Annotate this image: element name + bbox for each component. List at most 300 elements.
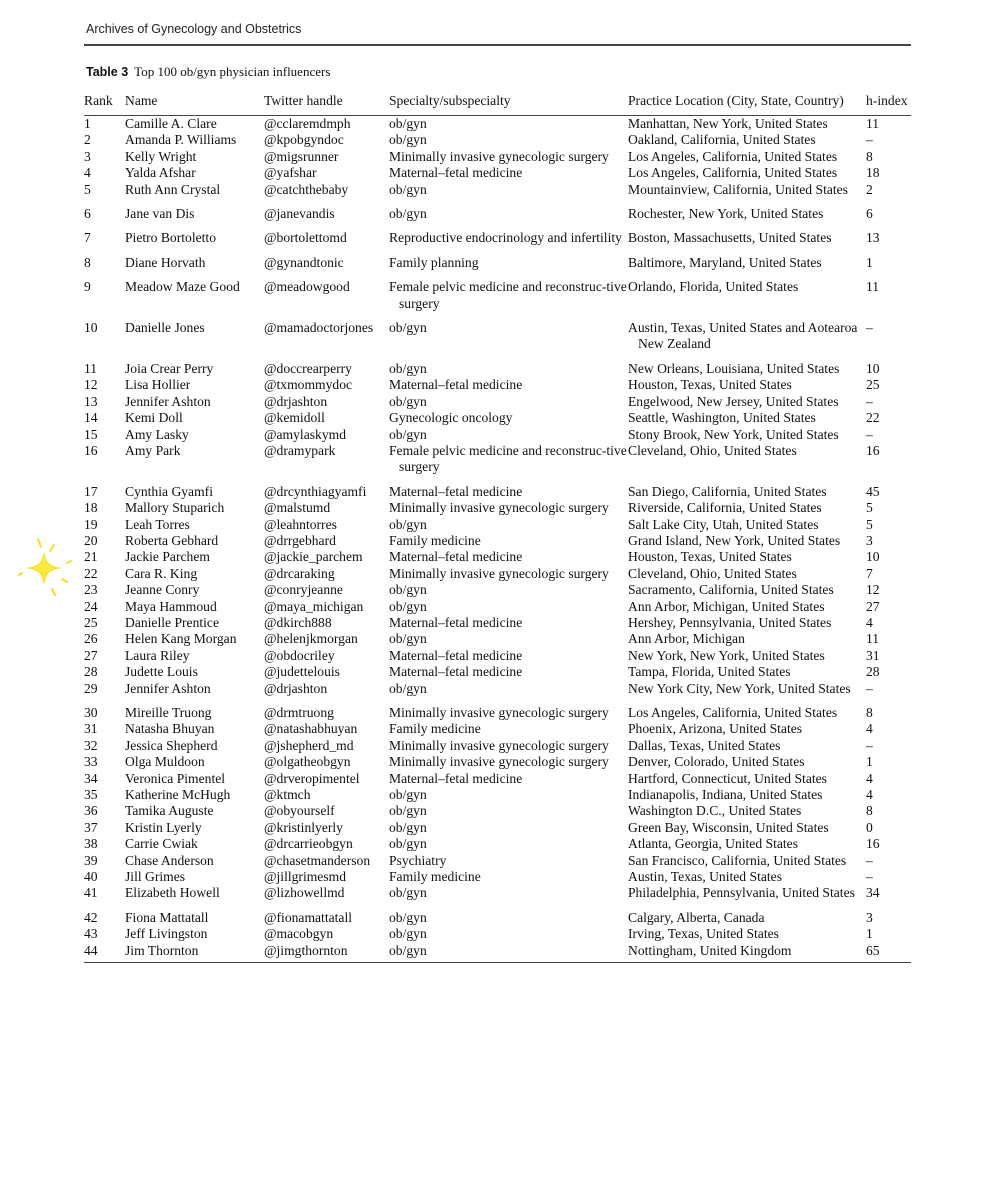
cell-rank: 29: [84, 680, 98, 696]
cell-twitter-handle: @macobgyn: [264, 926, 334, 942]
cell-twitter-handle: @janevandis: [264, 206, 335, 222]
row-spacer: [84, 247, 911, 255]
cell-rank: 13: [84, 393, 98, 409]
cell-twitter-handle: @kpobgyndoc: [264, 132, 344, 148]
cell-location: Atlanta, Georgia, United States: [628, 836, 799, 852]
cell-twitter-handle: @dramypark: [264, 442, 336, 458]
cell-twitter-handle: @kemidoll: [264, 410, 325, 426]
row-spacer: [84, 271, 911, 279]
cell-h-index: 27: [866, 598, 880, 614]
cell-specialty: Minimally invasive gynecologic surgery: [389, 737, 609, 753]
table-row: [84, 705, 911, 721]
cell-twitter-handle: @olgatheobgyn: [264, 754, 351, 770]
cell-name: Amanda P. Williams: [125, 132, 237, 148]
row-spacer: [84, 697, 911, 705]
cell-specialty: ob/gyn: [389, 360, 427, 376]
table-row: [84, 803, 911, 819]
cell-h-index: –: [866, 869, 873, 885]
cell-rank: 8: [84, 254, 91, 270]
table-row: [84, 517, 911, 533]
cell-name: Kristin Lyerly: [125, 819, 202, 835]
cell-name: Judette Louis: [125, 664, 198, 680]
table-row: [84, 681, 911, 697]
table-row: [84, 361, 911, 377]
table-row: [84, 230, 911, 246]
cell-location: Austin, Texas, United States: [628, 869, 782, 885]
cell-specialty: Gynecologic oncology: [389, 410, 513, 426]
cell-specialty: Maternal–fetal medicine: [389, 549, 523, 565]
cell-h-index: 5: [866, 516, 873, 532]
table-row: [84, 410, 911, 426]
cell-name: Jeanne Conry: [125, 582, 200, 598]
cell-location: Los Angeles, California, United States: [628, 148, 838, 164]
cell-specialty: ob/gyn: [389, 320, 427, 336]
cell-specialty: ob/gyn: [389, 885, 427, 901]
cell-location: Seattle, Washington, United States: [628, 410, 816, 426]
cell-name: Cynthia Gyamfi: [125, 483, 213, 499]
cell-rank: 36: [84, 803, 98, 819]
cell-name: Ruth Ann Crystal: [125, 181, 221, 197]
cell-location: New York City, New York, United States: [628, 680, 851, 696]
cell-rank: 20: [84, 532, 98, 548]
cell-location: Green Bay, Wisconsin, United States: [628, 819, 829, 835]
cell-twitter-handle: @jimgthornton: [264, 943, 389, 963]
cell-h-index: –: [866, 132, 873, 148]
table-header-row: [84, 88, 911, 116]
table-row: [84, 664, 911, 680]
cell-location: Hartford, Connecticut, United States: [628, 770, 827, 786]
cell-name: Tamika Auguste: [125, 803, 214, 819]
table-label: Table 3: [86, 65, 129, 79]
cell-location: Stony Brook, New York, United States: [628, 426, 839, 442]
table-row: [84, 943, 911, 963]
cell-h-index: 4: [866, 787, 873, 803]
cell-location: Ann Arbor, Michigan, United States: [628, 598, 825, 614]
cell-name: Maya Hammoud: [125, 598, 217, 614]
cell-twitter-handle: @maya_michigan: [264, 598, 364, 614]
cell-h-index: 3: [866, 909, 873, 925]
cell-name: Veronica Pimentel: [125, 770, 226, 786]
cell-h-index: 11: [866, 631, 880, 647]
cell-specialty: Maternal–fetal medicine: [389, 664, 523, 680]
cell-rank: 33: [84, 754, 98, 770]
cell-specialty: ob/gyn: [389, 803, 427, 819]
column-header-specialty: Specialty/subspecialty: [389, 88, 628, 116]
cell-rank: 15: [84, 426, 98, 442]
table-row: [84, 721, 911, 737]
cell-rank: 4: [84, 165, 91, 181]
row-spacer: [84, 476, 911, 484]
cell-twitter-handle: @helenjkmorgan: [264, 631, 358, 647]
cell-location: Mountainview, California, United States: [628, 181, 848, 197]
cell-location: Rochester, New York, United States: [628, 206, 824, 222]
cell-h-index: 4: [866, 614, 873, 630]
cell-location: Houston, Texas, United States: [628, 377, 792, 393]
cell-rank: 31: [84, 721, 98, 737]
table-row: [84, 771, 911, 787]
cell-specialty: Minimally invasive gynecologic surgery: [389, 148, 609, 164]
cell-h-index: 4: [866, 721, 873, 737]
table-row: [84, 165, 911, 181]
cell-specialty: ob/gyn: [389, 680, 427, 696]
cell-twitter-handle: @obdocriley: [264, 647, 335, 663]
row-spacer: [84, 198, 911, 206]
cell-h-index: 45: [866, 483, 880, 499]
cell-specialty: Minimally invasive gynecologic surgery: [389, 565, 609, 581]
cell-specialty: Maternal–fetal medicine: [389, 770, 523, 786]
cell-name: Natasha Bhuyan: [125, 721, 215, 737]
cell-specialty: ob/gyn: [389, 787, 427, 803]
cell-name: Olga Muldoon: [125, 754, 205, 770]
cell-twitter-handle: @drjashton: [264, 393, 328, 409]
cell-twitter-handle: @yafshar: [264, 165, 317, 181]
table-row: [84, 394, 911, 410]
cell-location: San Francisco, California, United States: [628, 852, 847, 868]
cell-name: Pietro Bortoletto: [125, 230, 216, 246]
cell-h-index: 28: [866, 664, 880, 680]
cell-twitter-handle: @amylaskymd: [264, 426, 346, 442]
cell-name: Jackie Parchem: [125, 549, 210, 565]
cell-h-index: 7: [866, 565, 873, 581]
cell-rank: 40: [84, 869, 98, 885]
cell-twitter-handle: @drjashton: [264, 680, 328, 696]
cell-h-index: 4: [866, 770, 873, 786]
cell-h-index: 8: [866, 148, 873, 164]
cell-name: Yalda Afshar: [125, 165, 196, 181]
cell-specialty: ob/gyn: [389, 836, 427, 852]
cell-rank: 35: [84, 787, 98, 803]
cell-location: New Orleans, Louisiana, United States: [628, 360, 840, 376]
cell-h-index: 1: [866, 254, 873, 270]
cell-specialty: ob/gyn: [389, 582, 427, 598]
cell-h-index: 31: [866, 647, 880, 663]
cell-rank: 25: [84, 614, 98, 630]
cell-twitter-handle: @gynandtonic: [264, 254, 344, 270]
cell-name: Danielle Prentice: [125, 614, 219, 630]
cell-rank: 38: [84, 836, 98, 852]
column-header-rank: Rank: [84, 88, 125, 116]
cell-location: Indianapolis, Indiana, United States: [628, 787, 823, 803]
cell-rank: 26: [84, 631, 98, 647]
cell-location: Ann Arbor, Michigan: [628, 631, 745, 647]
cell-h-index: 1: [866, 926, 873, 942]
table-row: [84, 853, 911, 869]
cell-twitter-handle: @doccrearperry: [264, 360, 352, 376]
cell-location: Orlando, Florida, United States: [628, 279, 799, 295]
cell-name: Jennifer Ashton: [125, 680, 211, 696]
cell-name: Lisa Hollier: [125, 377, 191, 393]
cell-twitter-handle: @drmtruong: [264, 705, 334, 720]
cell-name: Katherine McHugh: [125, 787, 231, 803]
table-row: [84, 869, 911, 885]
cell-location: Hershey, Pennsylvania, United States: [628, 614, 832, 630]
cell-rank: 39: [84, 852, 98, 868]
cell-location: Houston, Texas, United States: [628, 549, 792, 565]
cell-h-index: –: [866, 393, 873, 409]
cell-location: Sacramento, California, United States: [628, 582, 834, 598]
cell-rank: 30: [84, 705, 98, 720]
cell-h-index: –: [866, 426, 873, 442]
cell-name: Cara R. King: [125, 565, 198, 581]
cell-specialty: ob/gyn: [389, 206, 427, 222]
cell-location: Los Angeles, California, United States: [628, 165, 838, 181]
cell-h-index: 10: [866, 360, 880, 376]
table-row: [84, 149, 911, 165]
cell-name: Leah Torres: [125, 516, 190, 532]
cell-h-index: 0: [866, 819, 873, 835]
table-row: [84, 836, 911, 852]
cell-specialty: Family medicine: [389, 721, 481, 737]
cell-name: Roberta Gebhard: [125, 532, 219, 548]
cell-twitter-handle: @leahntorres: [264, 516, 337, 532]
cell-twitter-handle: @dkirch888: [264, 614, 332, 630]
cell-location: Manhattan, New York, United States: [628, 116, 828, 131]
cell-location: Phoenix, Arizona, United States: [628, 721, 803, 737]
table-row: [84, 377, 911, 393]
table-row: [84, 754, 911, 770]
cell-h-index: 16: [866, 836, 880, 852]
cell-twitter-handle: @drcynthiagyamfi: [264, 483, 367, 499]
cell-rank: 43: [84, 926, 98, 942]
table-row: [84, 787, 911, 803]
cell-name: Fiona Mattatall: [125, 909, 209, 925]
cell-location: Salt Lake City, Utah, United States: [628, 516, 819, 532]
cell-twitter-handle: @jillgrimesmd: [264, 869, 346, 885]
table-row: [84, 549, 911, 565]
cell-rank: 9: [84, 279, 91, 295]
cell-twitter-handle: @drrgebhard: [264, 532, 336, 548]
cell-specialty: ob/gyn: [389, 631, 427, 647]
table-row: [84, 132, 911, 148]
table-caption: [86, 64, 330, 80]
cell-rank: 28: [84, 664, 98, 680]
cell-name: Mallory Stuparich: [125, 500, 225, 516]
table-row: [84, 255, 911, 271]
cell-twitter-handle: @drcarrieobgyn: [264, 836, 353, 852]
cell-specialty: ob/gyn: [389, 516, 427, 532]
cell-rank: 3: [84, 148, 91, 164]
cell-h-index: –: [866, 680, 873, 696]
cell-name: Jill Grimes: [125, 869, 186, 885]
cell-name: Jennifer Ashton: [125, 393, 211, 409]
row-spacer: [84, 222, 911, 230]
table-row: [84, 566, 911, 582]
cell-h-index: –: [866, 852, 873, 868]
cell-twitter-handle: @jackie_parchem: [264, 549, 363, 565]
cell-specialty: ob/gyn: [389, 598, 427, 614]
cell-specialty: Maternal–fetal medicine: [389, 377, 523, 393]
cell-rank: 44: [84, 943, 125, 963]
cell-location: San Diego, California, United States: [628, 483, 827, 499]
cell-rank: 7: [84, 230, 91, 246]
cell-twitter-handle: @txmommydoc: [264, 377, 353, 393]
cell-rank: 23: [84, 582, 98, 598]
table-row: [84, 533, 911, 549]
cell-twitter-handle: @obyourself: [264, 803, 335, 819]
cell-twitter-handle: @fionamattatall: [264, 909, 353, 925]
cell-specialty: Female pelvic medicine and reconstruc-tive surgery: [389, 442, 627, 475]
cell-location: Grand Island, New York, United States: [628, 532, 841, 548]
cell-twitter-handle: @lizhowellmd: [264, 885, 345, 901]
cell-twitter-handle: @drcaraking: [264, 565, 335, 581]
cell-location: Washington D.C., United States: [628, 803, 802, 819]
cell-specialty: ob/gyn: [389, 132, 427, 148]
table-title: Top 100 ob/gyn physician influencers: [134, 64, 331, 79]
table-row: [84, 910, 911, 926]
cell-name: Diane Horvath: [125, 254, 206, 270]
cell-rank: 11: [84, 360, 98, 376]
cell-location: Baltimore, Maryland, United States: [628, 254, 822, 270]
cell-rank: 5: [84, 181, 91, 197]
cell-name: Jane van Dis: [125, 206, 195, 222]
cell-location: Los Angeles, California, United States: [628, 705, 838, 720]
cell-twitter-handle: @migsrunner: [264, 148, 339, 164]
cell-specialty: Maternal–fetal medicine: [389, 647, 523, 663]
table-row: [84, 500, 911, 516]
table-row: [84, 116, 911, 133]
cell-specialty: Reproductive endocrinology and infertility: [389, 230, 622, 246]
cell-name: Meadow Maze Good: [125, 279, 240, 295]
cell-specialty: Maternal–fetal medicine: [389, 483, 523, 499]
cell-name: Kemi Doll: [125, 410, 183, 426]
cell-rank: 17: [84, 483, 98, 499]
cell-rank: 6: [84, 206, 91, 222]
cell-specialty: ob/gyn: [389, 909, 427, 925]
cell-specialty: ob/gyn: [389, 116, 427, 131]
cell-specialty: Female pelvic medicine and reconstruc-tive surgery: [389, 279, 627, 311]
header-rule: [84, 44, 911, 46]
cell-twitter-handle: @drveropimentel: [264, 770, 360, 786]
cell-h-index: 25: [866, 377, 880, 393]
cell-location: Calgary, Alberta, Canada: [628, 909, 765, 925]
cell-h-index: 11: [866, 279, 880, 295]
cell-specialty: ob/gyn: [389, 926, 427, 942]
row-spacer: [84, 902, 911, 910]
cell-rank: 1: [84, 116, 91, 131]
cell-rank: 12: [84, 377, 98, 393]
cell-name: Elizabeth Howell: [125, 885, 220, 901]
cell-h-index: 8: [866, 803, 873, 819]
cell-h-index: 12: [866, 582, 880, 598]
cell-h-index: 6: [866, 206, 873, 222]
cell-location: Philadelphia, Pennsylvania, United States: [628, 885, 855, 901]
cell-specialty: Minimally invasive gynecologic surgery: [389, 500, 609, 516]
cell-h-index: 18: [866, 165, 880, 181]
cell-specialty: Minimally invasive gynecologic surgery: [389, 705, 609, 720]
cell-location: Irving, Texas, United States: [628, 926, 779, 942]
cell-location: Nottingham, United Kingdom: [628, 943, 866, 963]
cell-rank: 2: [84, 132, 91, 148]
cell-name: Amy Park: [125, 442, 181, 458]
cell-name: Jim Thornton: [125, 943, 264, 963]
cell-rank: 24: [84, 598, 98, 614]
cell-location: Boston, Massachusetts, United States: [628, 230, 832, 246]
cell-name: Kelly Wright: [125, 148, 197, 164]
table-row: [84, 320, 911, 353]
cell-h-index: 11: [866, 116, 880, 131]
cell-h-index: 2: [866, 181, 873, 197]
cell-twitter-handle: @cclaremdmph: [264, 116, 351, 131]
journal-title: Archives of Gynecology and Obstetrics: [86, 22, 302, 36]
cell-twitter-handle: @ktmch: [264, 787, 311, 803]
cell-name: Mireille Truong: [125, 705, 212, 720]
column-header-location: Practice Location (City, State, Country): [628, 88, 866, 116]
cell-location: Cleveland, Ohio, United States: [628, 565, 797, 581]
cell-rank: 19: [84, 516, 98, 532]
cell-name: Danielle Jones: [125, 320, 205, 336]
cell-specialty: ob/gyn: [389, 819, 427, 835]
cell-name: Carrie Cwiak: [125, 836, 198, 852]
table-row: [84, 182, 911, 198]
cell-name: Joia Crear Perry: [125, 360, 214, 376]
cell-rank: 37: [84, 819, 98, 835]
cell-twitter-handle: @chasetmanderson: [264, 852, 371, 868]
cell-name: Helen Kang Morgan: [125, 631, 237, 647]
cell-name: Laura Riley: [125, 647, 190, 663]
cell-h-index: 22: [866, 410, 880, 426]
table-row: [84, 631, 911, 647]
cell-specialty: ob/gyn: [389, 181, 427, 197]
table-row: [84, 427, 911, 443]
cell-h-index: 3: [866, 532, 873, 548]
cell-location: Austin, Texas, United States and Aotearoa New Zealand: [628, 320, 858, 352]
cell-twitter-handle: @natashabhuyan: [264, 721, 358, 737]
cell-specialty: ob/gyn: [389, 426, 427, 442]
cell-specialty: Maternal–fetal medicine: [389, 614, 523, 630]
cell-specialty: ob/gyn: [389, 393, 427, 409]
cell-specialty: ob/gyn: [389, 943, 628, 963]
cell-location: Engelwood, New Jersey, United States: [628, 393, 839, 409]
cell-h-index: –: [866, 737, 873, 753]
cell-rank: 34: [84, 770, 98, 786]
table-row: [84, 820, 911, 836]
cell-twitter-handle: @jshepherd_md: [264, 737, 354, 753]
cell-name: Jeff Livingston: [125, 926, 208, 942]
cell-name: Jessica Shepherd: [125, 737, 218, 753]
cell-specialty: Family medicine: [389, 532, 481, 548]
cell-specialty: Family planning: [389, 254, 479, 270]
cell-twitter-handle: @bortolettomd: [264, 230, 347, 246]
cell-twitter-handle: @kristinlyerly: [264, 819, 343, 835]
cell-location: Oakland, California, United States: [628, 132, 816, 148]
table-row: [84, 206, 911, 222]
cell-h-index: 1: [866, 754, 873, 770]
cell-h-index: 8: [866, 705, 873, 720]
cell-location: Riverside, California, United States: [628, 500, 822, 516]
cell-specialty: Minimally invasive gynecologic surgery: [389, 754, 609, 770]
cell-h-index: –: [866, 320, 873, 336]
table-row: [84, 599, 911, 615]
cell-h-index: 16: [866, 442, 880, 458]
cell-rank: 21: [84, 549, 98, 565]
cell-name: Camille A. Clare: [125, 116, 217, 131]
table-row: [84, 885, 911, 901]
cell-h-index: 5: [866, 500, 873, 516]
cell-location: Tampa, Florida, United States: [628, 664, 791, 680]
cell-rank: 22: [84, 565, 98, 581]
cell-rank: 42: [84, 909, 98, 925]
cell-location: Cleveland, Ohio, United States: [628, 442, 797, 458]
cell-h-index: 65: [866, 943, 911, 963]
cell-h-index: 34: [866, 885, 880, 901]
row-spacer: [84, 312, 911, 320]
table-row: [84, 582, 911, 598]
cell-rank: 41: [84, 885, 98, 901]
cell-twitter-handle: @malstumd: [264, 500, 331, 516]
table-row: [84, 279, 911, 312]
cell-location: Dallas, Texas, United States: [628, 737, 781, 753]
column-header-name: Name: [125, 88, 264, 116]
